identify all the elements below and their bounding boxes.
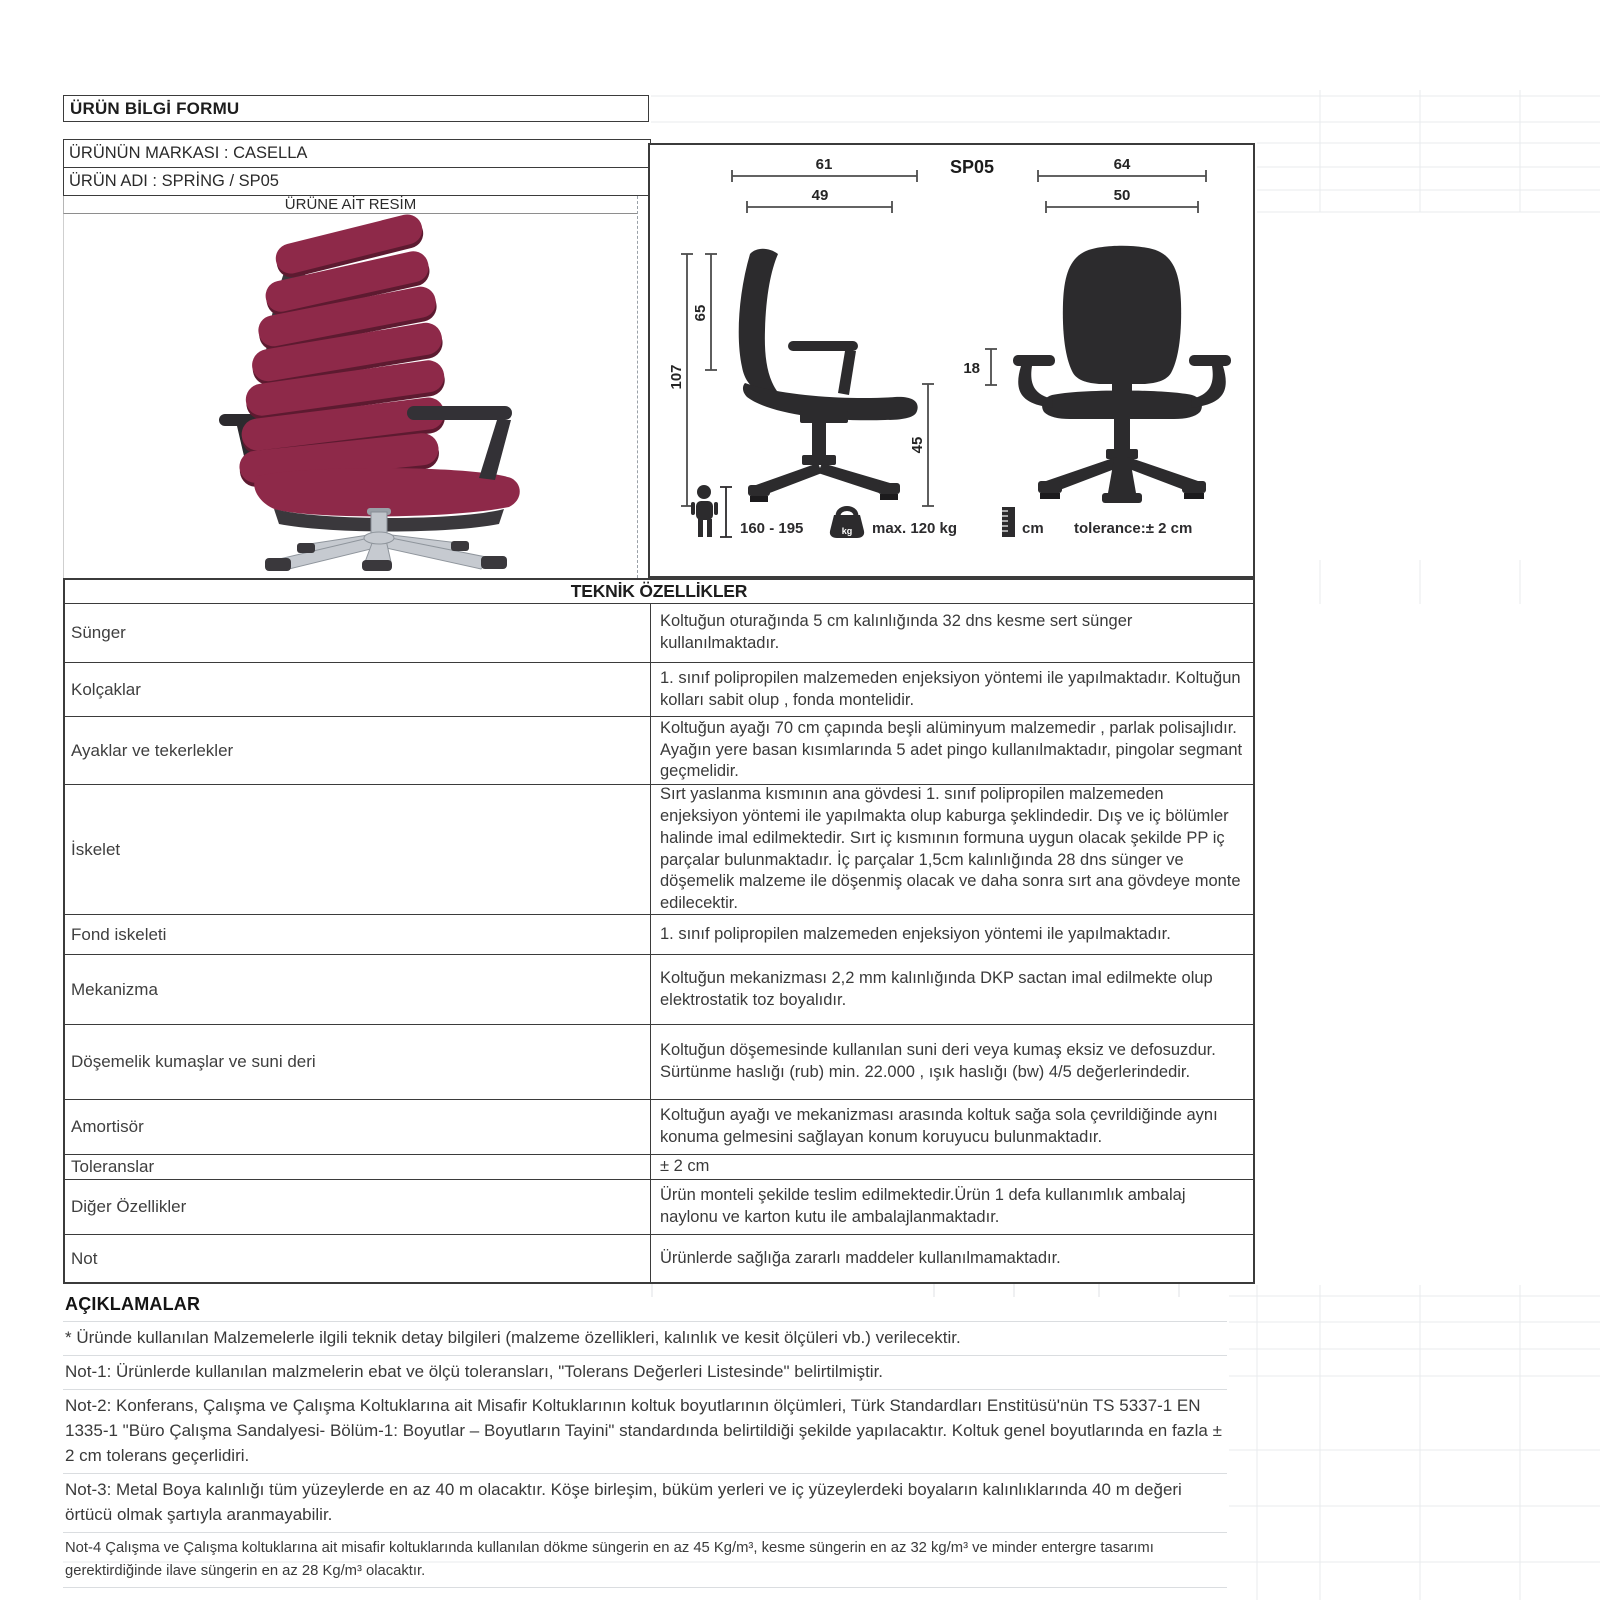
page-title: ÜRÜN BİLGİ FORMU bbox=[63, 95, 649, 122]
person-height-icon bbox=[691, 485, 718, 537]
spec-label: Kolçaklar bbox=[65, 663, 651, 716]
ruler-icon bbox=[1002, 507, 1015, 537]
spec-label: Amortisör bbox=[65, 1100, 651, 1154]
product-name-row: ÜRÜN ADI : SPRİNG / SP05 bbox=[64, 167, 650, 195]
product-info-box bbox=[63, 139, 651, 196]
spec-value: Sırt yaslanma kısmının ana gövdesi 1. sınıf polipropilen malzemeden enjeksiyon yöntemi ile yapılmakta olup kaburga şeklindedir. Dış ve iç bölümler halinde imal edilmektedir. Sırt iç kısmının formuna uygun olacak şekilde PP iç parçalar bulunmaktadır. İç parçalar 1,5cm kalınlığında 28 dns sünger ve döşemelik malzeme ile döşenmiş olacak ve daha sonra sırt ana gövdeye monte edilecektir. bbox=[660, 785, 1241, 913]
product-image-header: ÜRÜNE AİT RESİM bbox=[63, 196, 637, 214]
spec-label: İskelet bbox=[65, 785, 651, 914]
spec-label: Ayaklar ve tekerlekler bbox=[65, 717, 651, 784]
table-row bbox=[65, 914, 1253, 954]
spec-value: ± 2 cm bbox=[660, 1157, 710, 1176]
table-row bbox=[65, 1154, 1253, 1179]
spec-table-header: TEKNİK ÖZELLİKLER bbox=[65, 580, 1253, 604]
note-4: Not-4 Çalışma ve Çalışma koltuklarına ait misafir koltuklarında kullanılan dökme süngerin en az 45 Kg/m³, kesme süngerin en az 32 kg/m³ ve minder entergre tasarımı gerektirdiğinde ilave süngerin en az 28 Kg/m³ olacaktır. bbox=[63, 1533, 1227, 1588]
spec-value: 1. sınıf polipropilen malzemeden enjeksiyon yöntemi ile yapılmaktadır. Koltuğun kolları sabit olup , fonda montelidir. bbox=[660, 668, 1241, 709]
notes-section bbox=[63, 1290, 1227, 1588]
table-row bbox=[65, 1099, 1253, 1154]
spec-table bbox=[63, 578, 1255, 1284]
spec-value: Koltuğun ayağı 70 cm çapında beşli alüminyum malzemedir , parlak polisajlıdır. Ayağın yere basan kısımlarında 5 adet pingo kullanılmaktadır, pingolar segmant geçmelidir. bbox=[660, 718, 1243, 781]
dim-front-seat-width: 50 bbox=[1113, 187, 1131, 204]
chair-back-ribs bbox=[238, 214, 447, 488]
spec-value: Koltuğun döşemesinde kullanılan suni deri veya kumaş eksiz ve defosuzdur. Sürtünme haslığı (rub) min. 22.000 , ışık haslığı (bw) 4/5 değerlerindedir. bbox=[660, 1041, 1216, 1081]
spec-value: Ürünlerde sağlığa zararlı maddeler kullanılmamaktadır. bbox=[660, 1248, 1061, 1267]
spec-label: Mekanizma bbox=[65, 955, 651, 1024]
product-photo bbox=[179, 214, 571, 576]
table-row bbox=[65, 784, 1253, 914]
weight-icon bbox=[830, 509, 864, 539]
side-view-drawing bbox=[739, 249, 918, 502]
table-row bbox=[65, 1179, 1253, 1234]
product-brand-row: ÜRÜNÜN MARKASI : CASELLA bbox=[69, 144, 308, 162]
spec-value: 1. sınıf polipropilen malzemeden enjeksiyon yöntemi ile yapılmaktadır. bbox=[660, 924, 1171, 943]
dim-armrest-height: 18 bbox=[963, 360, 980, 377]
front-view-drawing bbox=[1013, 246, 1231, 503]
tolerance-label: tolerance:± 2 cm bbox=[1074, 520, 1193, 537]
table-row bbox=[65, 662, 1253, 716]
weight-icon-label: kg bbox=[841, 526, 853, 536]
spec-label: Döşemelik kumaşlar ve suni deri bbox=[65, 1025, 651, 1099]
dim-back-height: 65 bbox=[692, 304, 709, 322]
dim-total-height: 107 bbox=[668, 364, 685, 390]
dim-front-top-width: 64 bbox=[1113, 156, 1131, 173]
spec-value: Ürün monteli şekilde teslim edilmektedir.Ürün 1 defa kullanımlık ambalaj naylonu ve karton kutu ile ambalajlanmaktadır. bbox=[660, 1186, 1186, 1226]
technical-drawing bbox=[650, 145, 1253, 576]
spec-label: Fond iskeleti bbox=[65, 915, 651, 954]
spec-label: Diğer Özellikler bbox=[65, 1180, 651, 1234]
table-row bbox=[65, 716, 1253, 784]
note-2: Not-2: Konferans, Çalışma ve Çalışma Koltuklarına ait Misafir Koltuklarının koltuk boyutlarının ölçümleri, Türk Standardları Enstitüsü'nün TS 5337-1 EN 1335-1 "Büro Çalışma Sandalyesi- Bölüm-1: Boyutlar – Boyutların Tayini" standardında belirtildiği şekilde yapılacaktır. Koltuk genel boyutlarında en fazla ± 2 cm tolerans geçerlidiri. bbox=[63, 1390, 1227, 1474]
spec-value: Koltuğun mekanizması 2,2 mm kalınlığında DKP sactan imal edilmekte olup elektrostatik toz boyalıdır. bbox=[660, 968, 1213, 1009]
table-row bbox=[65, 604, 1253, 662]
notes-heading: AÇIKLAMALAR bbox=[63, 1290, 1227, 1322]
table-row bbox=[65, 954, 1253, 1024]
height-measure-line bbox=[720, 487, 732, 537]
person-range-label: 160 - 195 bbox=[740, 520, 804, 537]
spec-label: Toleranslar bbox=[65, 1155, 651, 1179]
column-divider-dashed bbox=[637, 196, 638, 578]
note-star: * Üründe kullanılan Malzemelerle ilgili teknik detay bilgileri (malzeme özellikleri, kalınlık ve kesit ölçüleri vb.) verilecektir. bbox=[63, 1322, 1227, 1356]
note-1: Not-1: Ürünlerde kullanılan malzmelerin ebat ve ölçü toleransları, "Tolerans Değerleri Listesinde" belirtilmiştir. bbox=[63, 1356, 1227, 1390]
dim-side-top-width: 61 bbox=[815, 156, 833, 173]
spec-value: Koltuğun oturağında 5 cm kalınlığında 32 dns kesme sert sünger kullanılmaktadır. bbox=[660, 612, 1133, 652]
technical-drawing-panel bbox=[648, 143, 1255, 578]
model-label: SP05 bbox=[949, 157, 995, 177]
dim-side-seat-width: 49 bbox=[811, 187, 829, 204]
spec-label: Sünger bbox=[65, 604, 651, 662]
cm-label: cm bbox=[1022, 520, 1044, 537]
table-row bbox=[65, 1234, 1253, 1282]
dim-seat-height: 45 bbox=[909, 436, 926, 454]
note-3: Not-3: Metal Boya kalınlığı tüm yüzeylerde en az 40 m olacaktır. Köşe birleşim, büküm yerleri ve iç yüzeylerdeki boyaların kalınlıklarında 40 m değeri örtücü olmak şartıyla aranmayabilir. bbox=[63, 1474, 1227, 1533]
spec-value: Koltuğun ayağı ve mekanizması arasında koltuk sağa sola çevrildiğinde aynı konuma gelmesini sağlayan konum koruyucu bulunmaktadır. bbox=[660, 1106, 1218, 1146]
spec-label: Not bbox=[65, 1235, 651, 1282]
product-photo-area bbox=[63, 214, 638, 578]
max-weight-label: max. 120 kg bbox=[872, 520, 958, 537]
table-row bbox=[65, 1024, 1253, 1099]
